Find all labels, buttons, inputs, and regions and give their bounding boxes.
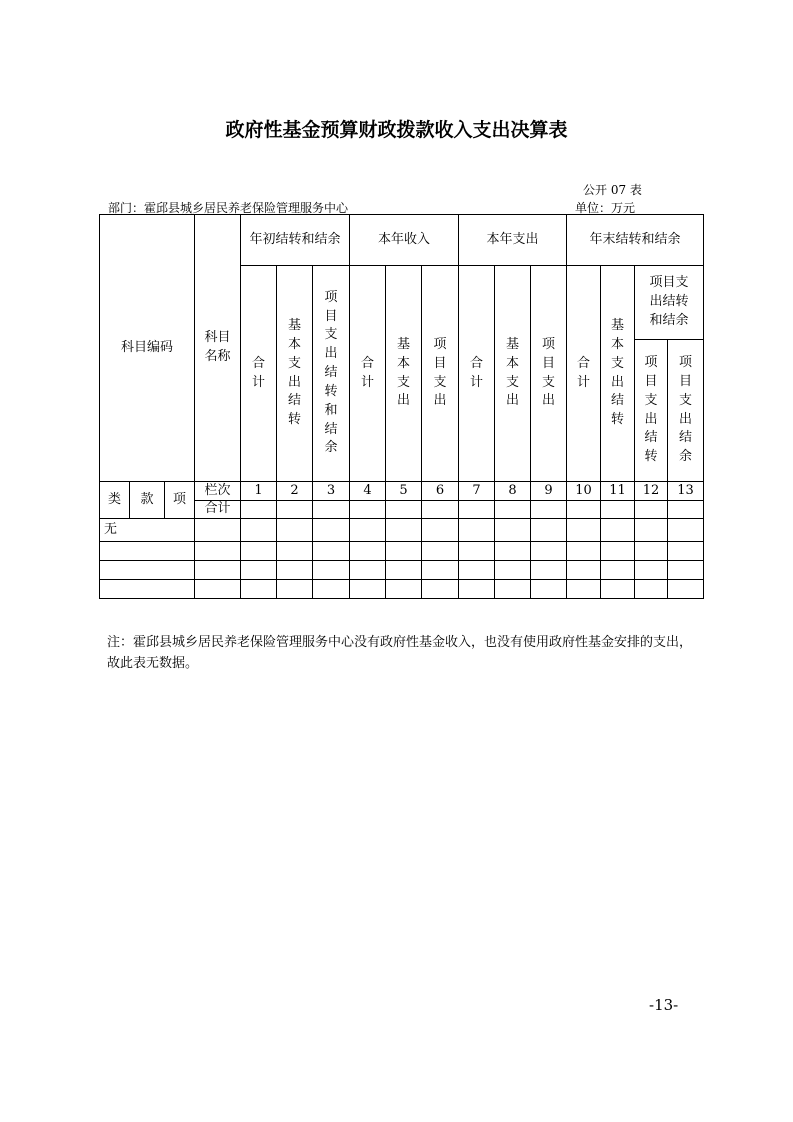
table-cell: [495, 501, 531, 519]
table-cell: [495, 519, 531, 542]
column-number: 4: [350, 482, 386, 501]
header-g4-proj-carry: 项目支出结转: [635, 340, 668, 482]
table-cell: [531, 501, 567, 519]
table-cell: [459, 580, 495, 599]
budget-table: [99, 214, 704, 599]
table-cell: [195, 580, 241, 599]
column-number: 9: [531, 482, 567, 501]
table-cell: [313, 561, 350, 580]
header-closing-balance: 年末结转和结余: [567, 215, 704, 266]
header-code: 科目编码: [100, 215, 195, 482]
column-number: 3: [313, 482, 350, 501]
table-cell: [668, 580, 704, 599]
table-cell: [531, 519, 567, 542]
header-xiang: 项: [165, 482, 195, 519]
page-number: -13-: [649, 996, 679, 1014]
footnote: 注：霍邱县城乡居民养老保险管理服务中心没有政府性基金收入，也没有使用政府性基金安排的支出，故此表无数据。: [107, 635, 693, 671]
table-cell: [668, 561, 704, 580]
header-expenditure: 本年支出: [459, 215, 567, 266]
table-cell: [668, 542, 704, 561]
table-cell: [241, 519, 277, 542]
header-g4-proj-surplus: 项目支出结余: [668, 340, 704, 482]
table-cell: [313, 501, 350, 519]
table-cell: [495, 580, 531, 599]
table-row: [100, 561, 704, 580]
table-cell: [567, 542, 601, 561]
header-name: 科目名称: [195, 215, 241, 482]
header-g3-basic: 基本支出: [495, 266, 531, 482]
table-cell: [241, 561, 277, 580]
column-number: 13: [668, 482, 704, 501]
table-cell: [422, 561, 459, 580]
table-cell: [567, 519, 601, 542]
table-cell: [635, 501, 668, 519]
header-kuan: 款: [130, 482, 165, 519]
table-cell: [495, 542, 531, 561]
header-lanci: 栏次: [195, 482, 241, 501]
header-lei: 类: [100, 482, 130, 519]
table-cell: [241, 580, 277, 599]
table-cell: [459, 519, 495, 542]
table-cell: [567, 580, 601, 599]
header-g2-total: 合计: [350, 266, 386, 482]
row-code: [100, 542, 195, 561]
header-g4-proj-group: 项目支出结转和结余: [635, 266, 704, 340]
table-cell: [601, 519, 635, 542]
column-number: 6: [422, 482, 459, 501]
table-cell: [277, 561, 313, 580]
row-code: [100, 561, 195, 580]
table-cell: [350, 561, 386, 580]
column-number: 7: [459, 482, 495, 501]
table-cell: [386, 501, 422, 519]
table-cell: [601, 580, 635, 599]
table-cell: [422, 580, 459, 599]
table-cell: [195, 542, 241, 561]
header-g4-basic-carry: 基本支出结转: [601, 266, 635, 482]
header-g1-basic-carry: 基本支出结转: [277, 266, 313, 482]
table-cell: [422, 519, 459, 542]
table-row: [100, 519, 704, 542]
table-cell: [601, 542, 635, 561]
table-cell: [459, 561, 495, 580]
table-cell: [277, 542, 313, 561]
table-cell: [635, 580, 668, 599]
table-cell: [459, 542, 495, 561]
header-g1-proj-carry: 项目支出结转和结余: [313, 266, 350, 482]
table-cell: [386, 519, 422, 542]
table-cell: [350, 580, 386, 599]
header-income: 本年收入: [350, 215, 459, 266]
table-cell: [277, 501, 313, 519]
table-row: [100, 542, 704, 561]
table-cell: [495, 561, 531, 580]
header-heji: 合计: [195, 501, 241, 519]
table-cell: [313, 580, 350, 599]
table-row: [100, 580, 704, 599]
column-number: 12: [635, 482, 668, 501]
header-g1-total: 合计: [241, 266, 277, 482]
table-cell: [635, 561, 668, 580]
table-cell: [386, 542, 422, 561]
header-g3-proj: 项目支出: [531, 266, 567, 482]
header-g4-total: 合计: [567, 266, 601, 482]
column-number: 10: [567, 482, 601, 501]
table-cell: [386, 561, 422, 580]
column-number: 2: [277, 482, 313, 501]
table-cell: [459, 501, 495, 519]
header-g2-basic: 基本支出: [386, 266, 422, 482]
table-cell: [531, 542, 567, 561]
table-cell: [277, 580, 313, 599]
table-cell: [241, 542, 277, 561]
header-g2-proj: 项目支出: [422, 266, 459, 482]
table-cell: [195, 561, 241, 580]
table-cell: [277, 519, 313, 542]
table-cell: [241, 501, 277, 519]
header-g3-total: 合计: [459, 266, 495, 482]
table-cell: [635, 519, 668, 542]
form-number: 公开 07 表: [583, 183, 642, 197]
row-code: 无: [100, 519, 195, 542]
table-cell: [386, 580, 422, 599]
table-cell: [350, 519, 386, 542]
table-cell: [195, 519, 241, 542]
page-title: 政府性基金预算财政拨款收入支出决算表: [225, 119, 568, 141]
table-cell: [567, 501, 601, 519]
table-cell: [531, 561, 567, 580]
table-cell: [313, 519, 350, 542]
table-cell: [313, 542, 350, 561]
department-label: 部门：霍邱县城乡居民养老保险管理服务中心: [108, 201, 349, 215]
column-number: 11: [601, 482, 635, 501]
table-cell: [531, 580, 567, 599]
column-number: 8: [495, 482, 531, 501]
table-cell: [601, 561, 635, 580]
column-number: 5: [386, 482, 422, 501]
table-cell: [567, 561, 601, 580]
table-cell: [350, 542, 386, 561]
table-cell: [422, 501, 459, 519]
table-cell: [668, 519, 704, 542]
table-cell: [635, 542, 668, 561]
header-opening-balance: 年初结转和结余: [241, 215, 350, 266]
row-code: [100, 580, 195, 599]
unit-label: 单位：万元: [575, 201, 636, 215]
table-cell: [668, 501, 704, 519]
table-cell: [422, 542, 459, 561]
table-cell: [601, 501, 635, 519]
column-number: 1: [241, 482, 277, 501]
table-cell: [350, 501, 386, 519]
